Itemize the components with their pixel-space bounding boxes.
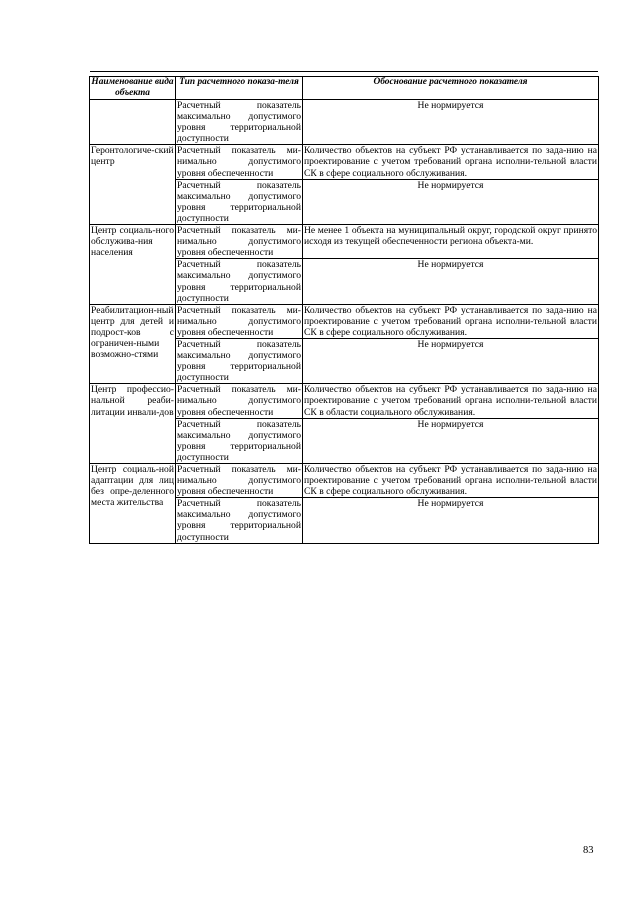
object-type-cell: Реабилитацион-ный центр для детей и подрост-ков с ограничен-ными возможно-стями [90,304,176,384]
basis-cell: Не нормируется [303,179,599,224]
indicator-type-cell: Расчетный показатель максимально допустимого уровня территориальной доступности [177,259,301,304]
indicator-type-cell: Расчетный показатель максимально допустимого уровня территориальной доступности [177,418,301,463]
basis-cell: Не нормируется [303,418,599,463]
basis-cell: Не нормируется [303,338,599,383]
indicator-type-cell: Расчетный показатель максимально допустимого уровня территориальной доступности [177,338,301,384]
table-row [90,304,599,338]
indicator-type-cell: Расчетный показатель максимально допустимого уровня территориальной доступности [177,179,301,224]
table-row [90,100,599,145]
standards-table [89,76,599,544]
indicator-type-cell: Расчетный показатель ми-нимально допустимого уровня обеспеченности [177,384,301,418]
table-row [90,384,599,418]
header-object-type: Наименование вида объекта [91,77,174,98]
object-type-cell: Центр социаль-ной адаптации для лиц без опре-деленного места жительства [90,464,176,544]
object-type-cell: Центр социаль-ного обслужива-ния населения [90,225,176,305]
object-type-cell [90,100,176,145]
indicator-type-cell: Расчетный показатель ми-нимально допустимого уровня обеспеченности [177,304,301,338]
basis-cell: Количество объектов на субъект РФ устанавливается по зада-нию на проектирование с учетом требований органа исполни-тельной власти СК в сфере социального обслуживания. [304,145,597,179]
basis-cell: Не менее 1 объекта на муниципальный округ, городской округ принято исходя из текущей обеспеченности региона объекта-ми. [303,225,599,259]
table-row [90,145,599,179]
basis-cell: Не нормируется [303,100,599,145]
table-body [90,100,599,544]
header-indicator-type: Тип расчетного показа-теля [176,77,303,100]
page-number: 83 [583,845,594,856]
basis-cell: Количество объектов на субъект РФ устанавливается по зада-нию на проектирование с учетом требований органа исполни-тельной власти СК в области социального обслуживания. [304,384,597,418]
indicator-type-cell: Расчетный показатель ми-нимально допустимого уровня обеспеченности [177,145,301,179]
indicator-type-cell: Расчетный показатель ми-нимально допустимого уровня обеспеченности [177,464,301,498]
basis-cell: Количество объектов на субъект РФ устанавливается по зада-нию на проектирование с учетом требований органа исполни-тельной власти СК в сфере социального обслуживания. [304,304,597,338]
table-row [90,225,599,259]
table-row [90,464,599,498]
basis-cell: Не нормируется [303,259,599,304]
indicator-type-cell: Расчетный показатель максимально допустимого уровня территориальной доступности [177,100,301,145]
object-type-cell: Геронтологиче-ский центр [90,145,176,225]
indicator-type-cell: Расчетный показатель ми-нимально допустимого уровня обеспеченности [177,225,301,259]
header-basis: Обоснование расчетного показателя [303,77,599,100]
top-rule [90,71,598,72]
table-header-row [90,77,599,100]
basis-cell: Не нормируется [303,498,599,543]
object-type-cell: Центр профессио-нальной реаби-литации инвали-дов [90,384,176,464]
basis-cell: Количество объектов на субъект РФ устанавливается по зада-нию на проектирование с учетом требований органа исполни-тельной власти СК в сфере социального обслуживания. [304,464,597,498]
indicator-type-cell: Расчетный показатель максимально допустимого уровня территориальной доступности [177,498,301,543]
